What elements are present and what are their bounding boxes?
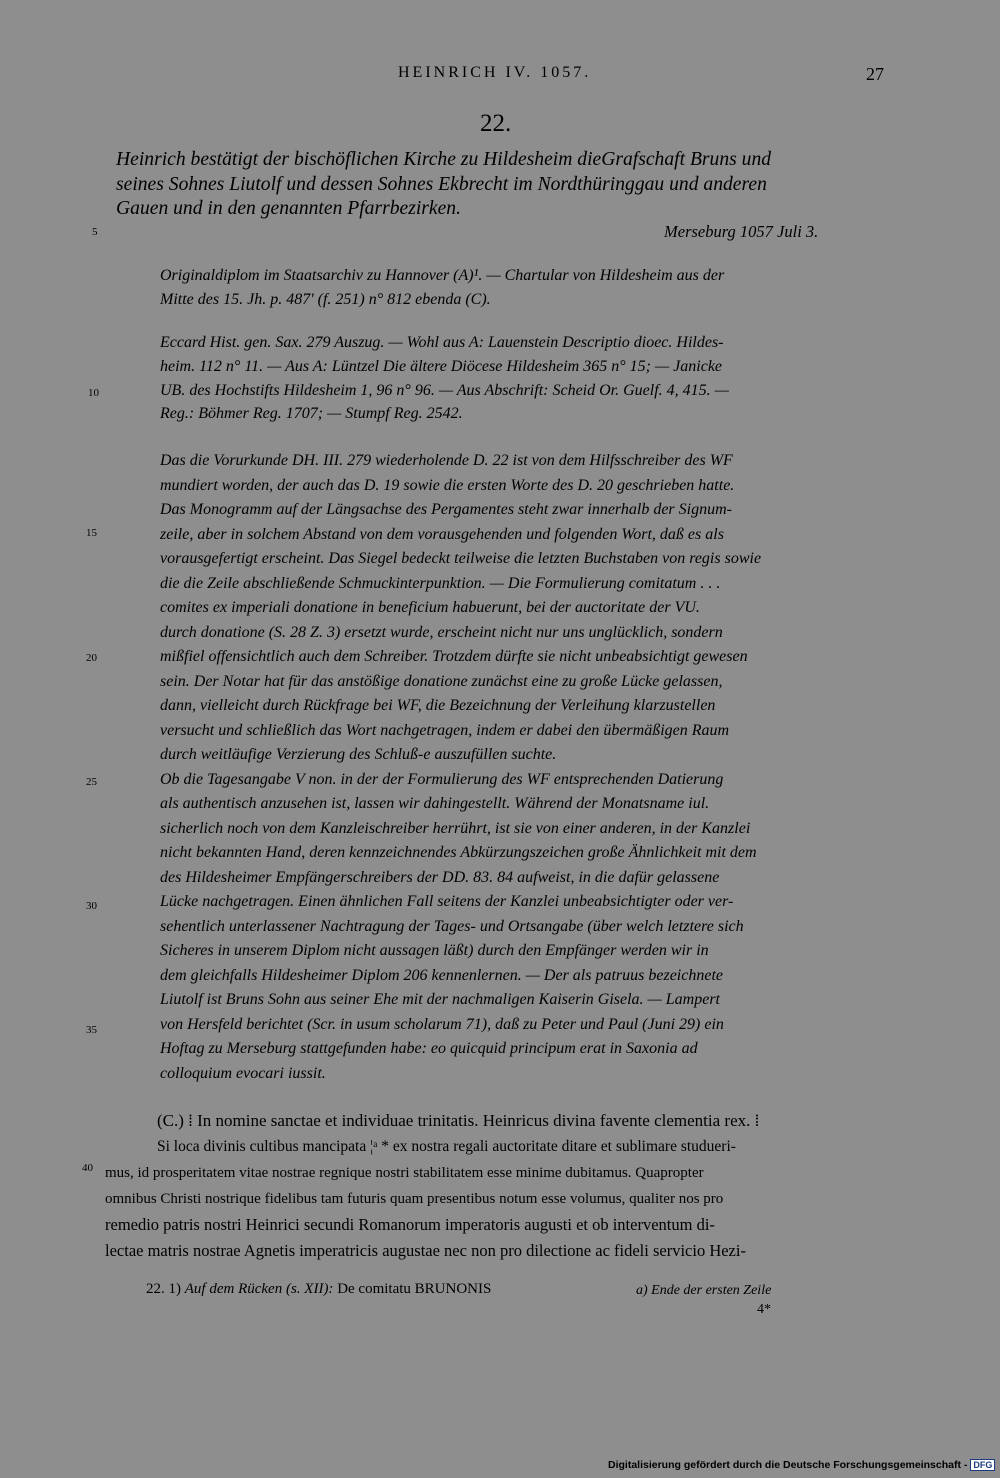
editions-line: heim. 112 n° 11. — Aus A: Lüntzel Die ältere Diöcese Hildesheim 365 n° 15; — Janicke [160, 357, 723, 375]
tradition-block [160, 264, 882, 312]
commentary-line: die die Zeile abschließende Schmuckinterpunktion. — Die Formulierung comitatum . . . [160, 574, 721, 592]
line-number: 35 [86, 1024, 97, 1036]
commentary-line: sein. Der Notar hat für das anstößige donatione zunächst eine zu große Lücke gelassen, [160, 672, 723, 690]
commentary-line: Hoftag zu Merseburg stattgefunden habe: eo quicquid principum erat in Saxonia ad [160, 1040, 698, 1057]
commentary-line: sicherlich noch von dem Kanzleischreiber herrührt, ist sie von einer anderen, in der Kanzlei [160, 819, 751, 837]
regest-line: Heinrich bestätigt der bischöflichen Kirche zu Hildesheim dieGrafschaft Bruns und [116, 149, 772, 170]
dfg-credit-text: Digitalisierung gefördert durch die Deutsche Forschungsgemeinschaft - [608, 1459, 968, 1471]
commentary-line: als authentisch anzusehen ist, lassen wir dahingestellt. Während der Monatsname iul. [160, 795, 710, 812]
commentary-line: versucht und schließlich das Wort nachgetragen, indem er dabei den übermäßigen Raum [160, 721, 730, 739]
footnote-italic: Auf dem Rücken (s. XII): [184, 1281, 334, 1297]
regest-line: seines Sohnes Liutolf und dessen Sohnes Ekbrecht im Nordthüringgau und anderen [116, 173, 767, 195]
place-date: Merseburg 1057 Juli 3. [664, 222, 819, 241]
charter-line: Si loca divinis cultibus mancipata ¦ᵃ * ex nostra regali auctoritate ditare et sublimare studueri- [157, 1138, 736, 1155]
commentary-line: Sicheres in unserem Diplom nicht aussagen läßt) durch den Empfänger werden wir in [160, 942, 709, 959]
line-number: 40 [82, 1162, 93, 1174]
commentary-block [160, 449, 882, 1086]
commentary-line: des Hildesheimer Empfängerschreibers der DD. 83. 84 aufweist, in die dafür gelassene [160, 868, 720, 886]
commentary-line: vorausgefertigt erscheint. Das Siegel bedeckt teilweise die letzten Buchstaben von regis sowie [160, 550, 762, 567]
tradition-line: Originaldiplom im Staatsarchiv zu Hannover (A)¹. — Chartular von Hildesheim aus der [160, 267, 725, 284]
editions-line: Reg.: Böhmer Reg. 1707; — Stumpf Reg. 2542. [160, 405, 463, 423]
charter-line: mus, id prosperitatem vitae nostrae regnique nostri stabilitatem esse minime dubitamus. Quapropter [105, 1165, 704, 1181]
commentary-line: comites ex imperiali donatione in beneficium habuerunt, bei der auctoritate der VU. [160, 599, 700, 616]
line-number: 30 [86, 900, 97, 912]
charter-line: (C.) ⁞ In nomine sanctae et individuae trinitatis. Heinricus divina favente clementia rex. ⁞ [157, 1111, 760, 1130]
regest-line: Gauen und in den genannten Pfarrbezirken. [116, 198, 462, 219]
charter-line: omnibus Christi nostrique fidelibus tam futuris quam presentibus notum esse volumus, qualiter nos pro [105, 1191, 724, 1207]
document-number: 22. [480, 110, 512, 137]
footnote-1 [146, 1281, 491, 1298]
editions-line: Eccard Hist. gen. Sax. 279 Auszug. — Wohl aus A: Lauenstein Descriptio dioec. Hildes- [160, 334, 724, 351]
dfg-logo: DFG [970, 1459, 995, 1471]
commentary-line: durch donatione (S. 28 Z. 3) ersetzt wurde, erscheint nicht nur uns unglücklich, sondern [160, 623, 723, 641]
editions-line: UB. des Hochstifts Hildesheim 1, 96 n° 96. — Aus Abschrift: Scheid Or. Guelf. 4, 415. — [160, 381, 729, 399]
commentary-line: mißfiel offensichtlich auch dem Schreiber. Trotzdem dürfte sie nicht unbeabsichtigt gewesen [160, 648, 748, 665]
commentary-line: Ob die Tagesangabe V non. in der der Formulierung des WF entsprechenden Datierung [160, 770, 724, 788]
commentary-line: Lücke nachgetragen. Einen ähnlichen Fall seitens der Kanzlei unbeabsichtigter oder ver- [160, 893, 734, 910]
line-number: 20 [86, 652, 97, 664]
commentary-line: von Hersfeld berichtet (Scr. in usum scholarum 71), daß zu Peter und Paul (Juni 29) ein [160, 1015, 724, 1033]
footnote-roman: De comitatu BRUNONIS [337, 1281, 492, 1297]
line-number: 25 [86, 776, 97, 788]
tradition-line: Mitte des 15. Jh. p. 487' (f. 251) n° 812 ebenda (C). [160, 290, 491, 308]
charter-line: lectae matris nostrae Agnetis imperatricis augustae nec non pro dilectione ac fideli servicio Hezi- [105, 1241, 746, 1260]
signature-mark: 4* [757, 1302, 771, 1317]
page-number: 27 [866, 64, 884, 84]
line-number: 5 [92, 226, 98, 238]
commentary-line: colloquium evocari iussit. [160, 1064, 326, 1082]
dfg-credit [608, 1459, 995, 1471]
commentary-line: sehentlich unterlassener Nachtragung der Tages- und Ortsangabe (über welch letztere sich [160, 917, 744, 935]
editions-block [160, 331, 882, 426]
commentary-line: zeile, aber in solchem Abstand von dem vorausgehenden und folgenden Wort, daß es als [160, 525, 724, 543]
footnote-a: a) Ende der ersten Zeile [636, 1283, 772, 1298]
charter-line: remedio patris nostri Heinrici secundi Romanorum imperatoris augusti et ob interventum di- [105, 1215, 715, 1234]
commentary-line: Liutolf ist Bruns Sohn aus seiner Ehe mit der nachmaligen Kaiserin Gisela. — Lampert [160, 991, 720, 1008]
commentary-line: nicht bekannten Hand, deren kennzeichnendes Abkürzungszeichen große Ähnlichkeit mit dem [160, 844, 757, 861]
commentary-line: dann, vielleicht durch Rückfrage bei WF, die Bezeichnung der Verleihung klarzustellen [160, 697, 716, 714]
commentary-line: durch weitläufige Verzierung des Schluß-e auszufüllen suchte. [160, 746, 557, 763]
commentary-line: Das die Vorurkunde DH. III. 279 wiederholende D. 22 ist von dem Hilfsschreiber des WF [160, 452, 733, 469]
line-number: 10 [88, 387, 99, 399]
running-header-title: HEINRICH IV. 1057. [398, 64, 592, 81]
line-number: 15 [86, 527, 97, 539]
regest [116, 148, 891, 222]
commentary-line: dem gleichfalls Hildesheimer Diplom 206 kennenlernen. — Der als patruus bezeichnete [160, 966, 723, 984]
charter-text [105, 1108, 882, 1264]
commentary-line: mundiert worden, der auch das D. 19 sowie die ersten Worte des D. 20 geschrieben hatte. [160, 476, 735, 494]
commentary-line: Das Monogramm auf der Längsachse des Pergamentes steht zwar innerhalb der Signum- [160, 501, 732, 518]
footnote-label: 22. 1) [146, 1281, 181, 1297]
